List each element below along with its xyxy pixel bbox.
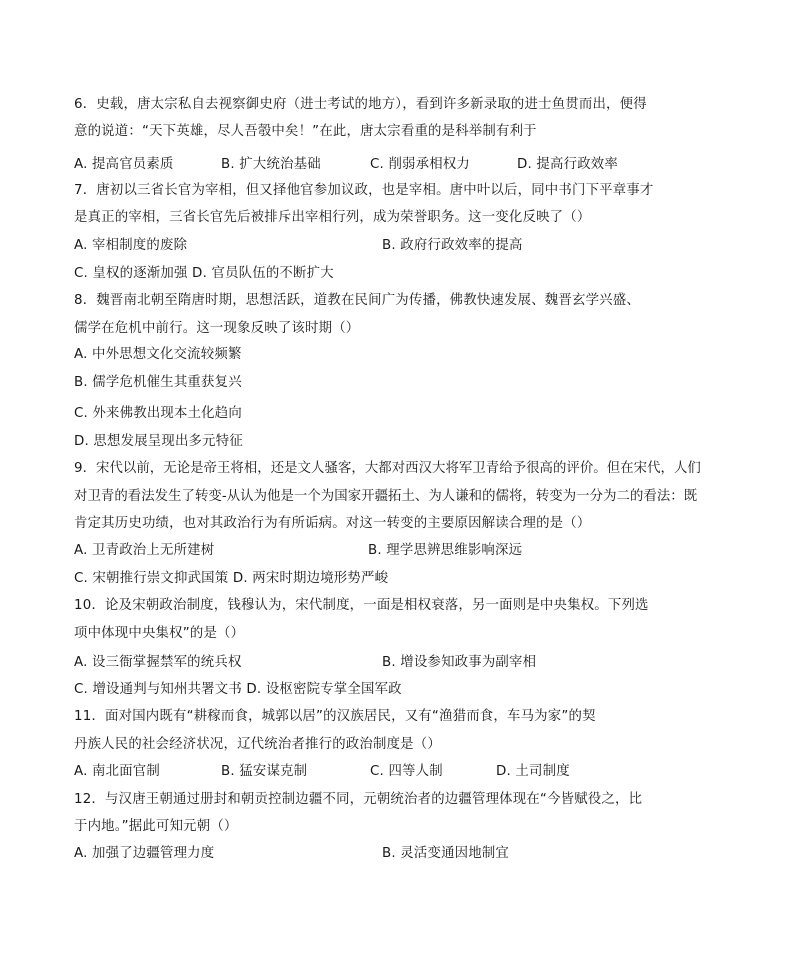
question-8-option-b: B. 儒学危机催生其重获复兴 <box>74 375 242 390</box>
question-6-line-1: 6．史载，唐太宗私自去视察御史府（进士考试的地方），看到许多新录取的进士鱼贯而出，便得 <box>74 97 647 112</box>
question-11-option-a: A. 南北面官制 <box>74 764 160 779</box>
question-7-option-cd: C. 皇权的逐渐加强 D. 官员队伍的不断扩大 <box>74 266 334 281</box>
question-10-line-2: 项中体现中央集权”的是（） <box>74 626 245 641</box>
question-12-option-a: A. 加强了边疆管理力度 <box>74 846 215 861</box>
question-7-line-1: 7．唐初以三省长官为宰相，但又择他官参加议政，也是宰相。唐中叶以后，同中书门下平章事才 <box>74 183 654 198</box>
question-9-option-a: A. 卫青政治上无所建树 <box>74 543 215 558</box>
question-8-option-d: D. 思想发展呈现出多元特征 <box>74 434 243 449</box>
question-10-option-cd: C. 增设通判与知州共署文书 D. 设枢密院专掌全国军政 <box>74 682 402 697</box>
question-12-line-2: 于内地。”据此可知元朝（） <box>74 819 238 834</box>
question-9-line-1: 9．宋代以前，无论是帝王将相，还是文人骚客，大都对西汉大将军卫青给予很高的评价。但在宋代，人们 <box>74 461 701 476</box>
question-9-option-b: B. 理学思辨思维影响深远 <box>368 543 523 558</box>
question-10-line-1: 10．论及宋朝政治制度，钱穆认为，宋代制度，一面是相权衰落，另一面则是中央集权。下列选 <box>74 598 649 613</box>
question-9-line-2: 对卫青的看法发生了转变-从认为他是一个为国家开疆拓土、为人谦和的儒将，转变为一分为二的看法：既 <box>74 489 698 504</box>
question-9-line-3: 肯定其历史功绩，也对其政治行为有所诟病。对这一转变的主要原因解读合理的是（） <box>74 516 591 531</box>
question-8-option-a: A. 中外思想文化交流较频繁 <box>74 347 242 362</box>
question-10-option-b: B. 增设参知政事为副宰相 <box>382 655 537 670</box>
question-11-option-d: D. 土司制度 <box>496 764 570 779</box>
question-11-line-2: 丹族人民的社会经济状况，辽代统治者推行的政治制度是（） <box>74 737 441 752</box>
question-12-line-1: 12．与汉唐王朝通过册封和朝贡控制边疆不同，元朝统治者的边疆管理体现在“今皆赋役之，比 <box>74 792 643 807</box>
question-7-line-2: 是真正的宰相，三省长官先后被排斥出宰相行列，成为荣誉职务。这一变化反映了（） <box>74 210 591 225</box>
question-6-option-b: B. 扩大统治基础 <box>221 157 321 172</box>
question-10-option-a: A. 设三衙掌握禁军的统兵权 <box>74 655 242 670</box>
question-8-line-2: 儒学在危机中前行。这一现象反映了该时期（） <box>74 321 360 336</box>
question-6-option-a: A. 提高官员素质 <box>74 157 174 172</box>
question-11-option-b: B. 猛安谋克制 <box>221 764 308 779</box>
question-6-option-d: D. 提高行政效率 <box>517 157 618 172</box>
question-12-option-b: B. 灵活变通因地制宜 <box>382 846 510 861</box>
question-8-line-1: 8．魏晋南北朝至隋唐时期，思想活跃，道教在民间广为传播，佛教快速发展、魏晋玄学兴盛、 <box>74 293 640 308</box>
question-11-option-c: C. 四等人制 <box>370 764 443 779</box>
question-7-option-a: A. 宰相制度的废除 <box>74 238 188 253</box>
question-8-option-c: C. 外来佛教出现本土化趋向 <box>74 406 242 421</box>
question-7-option-b: B. 政府行政效率的提高 <box>382 238 523 253</box>
question-9-option-cd: C. 宋朝推行崇文抑武国策 D. 两宋时期边境形势严峻 <box>74 571 389 586</box>
question-6-line-2: 意的说道：“天下英雄，尽人吾彀中矣！”在此，唐太宗看重的是科举制有利于 <box>74 124 537 139</box>
question-6-option-c: C. 削弱承相权力 <box>370 157 471 172</box>
question-11-line-1: 11．面对国内既有“耕稼而食，城郭以居”的汉族居民，又有“渔猎而食，车马为家”的契 <box>74 709 596 724</box>
